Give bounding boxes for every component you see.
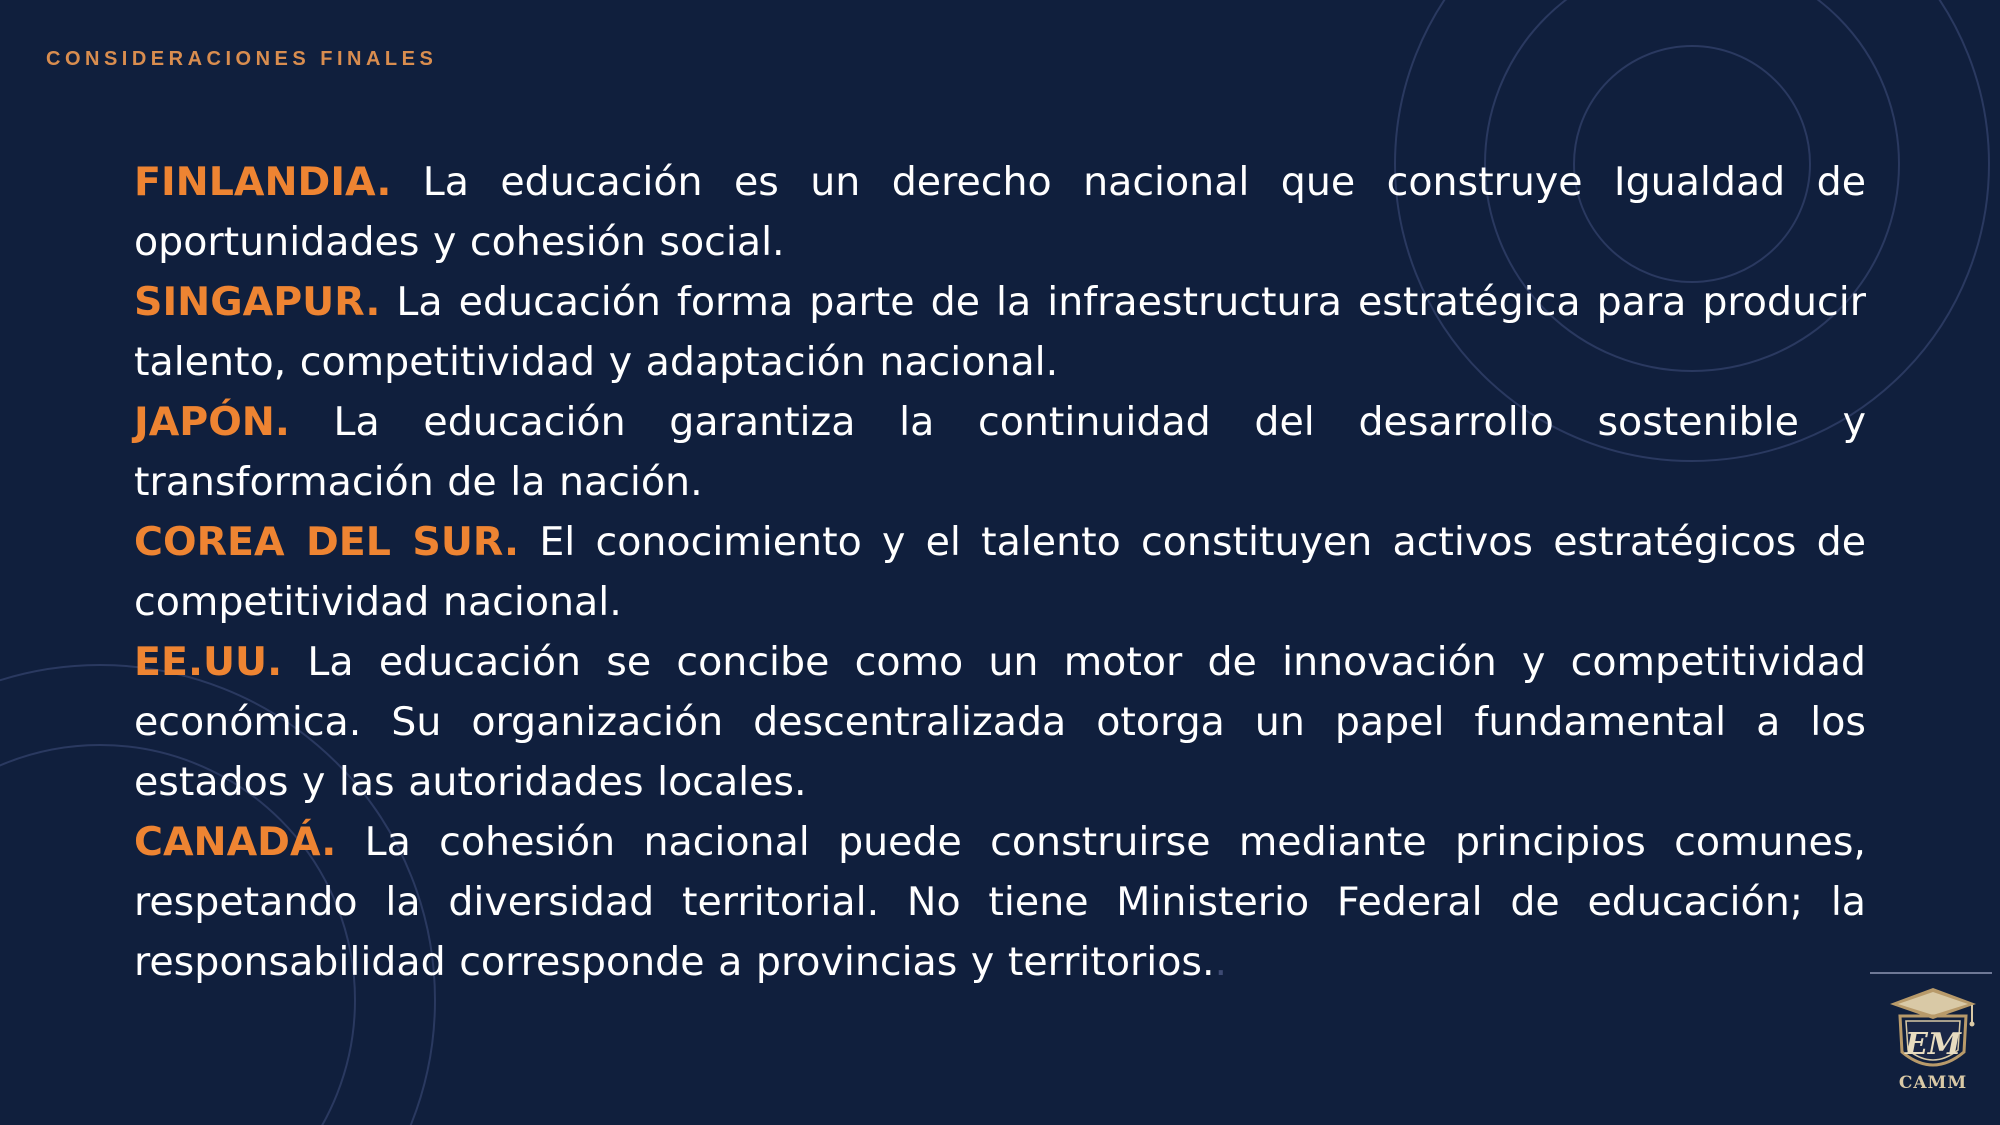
country-name: COREA DEL SUR. (134, 519, 520, 565)
entry-text: La educación se concibe como un motor de innovación y competitividad económica. Su organización descentralizada otorga un papel fundamental a los estados y las autoridades locales. (134, 639, 1866, 805)
entry-text: La cohesión nacional puede construirse mediante principios comunes, respetando la diversidad territorial. No tiene Ministerio Federal de educación; la responsabilidad corresponde a provincias y territorios. (134, 819, 1866, 985)
entry-singapur (134, 272, 1866, 392)
section-label: CONSIDERACIONES FINALES (46, 48, 438, 70)
country-name: CANADÁ. (134, 819, 337, 865)
trailing-dot: . (1214, 939, 1228, 985)
country-name: JAPÓN. (134, 399, 290, 445)
logo-divider (1870, 972, 1992, 974)
entry-text: La educación garantiza la continuidad del desarrollo sostenible y transformación de la nación. (134, 399, 1866, 505)
entry-text: El conocimiento y el talento constituyen activos estratégicos de competitividad nacional. (134, 519, 1866, 625)
entry-finlandia (134, 152, 1866, 272)
country-name: EE.UU. (134, 639, 283, 685)
entry-canada (134, 812, 1866, 992)
entry-text: La educación forma parte de la infraestructura estratégica para producir talento, competitividad y adaptación nacional. (134, 279, 1866, 385)
entry-corea-del-sur (134, 512, 1866, 632)
logo-monogram: EM (1904, 1027, 1962, 1062)
country-name: FINLANDIA. (134, 159, 392, 205)
logo-text: CAMM (1898, 1073, 1968, 1093)
country-name: SINGAPUR. (134, 279, 381, 325)
entry-text: La educación es un derecho nacional que construye Igualdad de oportunidades y cohesión social. (134, 159, 1866, 265)
entry-japon (134, 392, 1866, 512)
entry-eeuu (134, 632, 1866, 812)
country-list (134, 152, 1866, 992)
